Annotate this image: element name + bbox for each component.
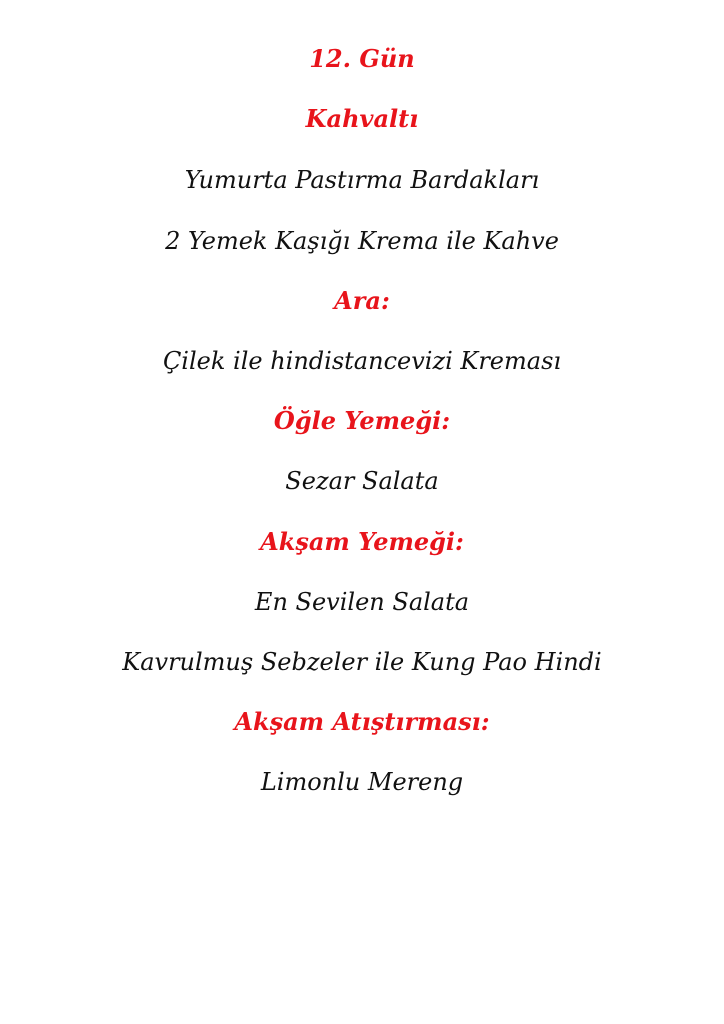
section-heading-snack: Ara: bbox=[334, 286, 390, 315]
menu-item: Limonlu Mereng bbox=[260, 768, 464, 796]
section-heading-breakfast: Kahvaltı bbox=[305, 104, 419, 133]
menu-item: Sezar Salata bbox=[285, 467, 439, 495]
menu-item: Kavrulmuş Sebzeler ile Kung Pao Hindi bbox=[122, 648, 602, 676]
menu-item: 2 Yemek Kaşığı Krema ile Kahve bbox=[165, 227, 559, 255]
section-heading-dinner: Akşam Yemeği: bbox=[260, 527, 464, 556]
section-heading-evening-snack: Akşam Atıştırması: bbox=[234, 707, 490, 736]
menu-item: En Sevilen Salata bbox=[254, 588, 470, 616]
menu-item: Çilek ile hindistancevizi Kreması bbox=[162, 347, 562, 375]
section-heading-lunch: Öğle Yemeği: bbox=[273, 406, 451, 435]
day-title: 12. Gün bbox=[309, 44, 415, 73]
menu-item: Yumurta Pastırma Bardakları bbox=[184, 166, 540, 194]
